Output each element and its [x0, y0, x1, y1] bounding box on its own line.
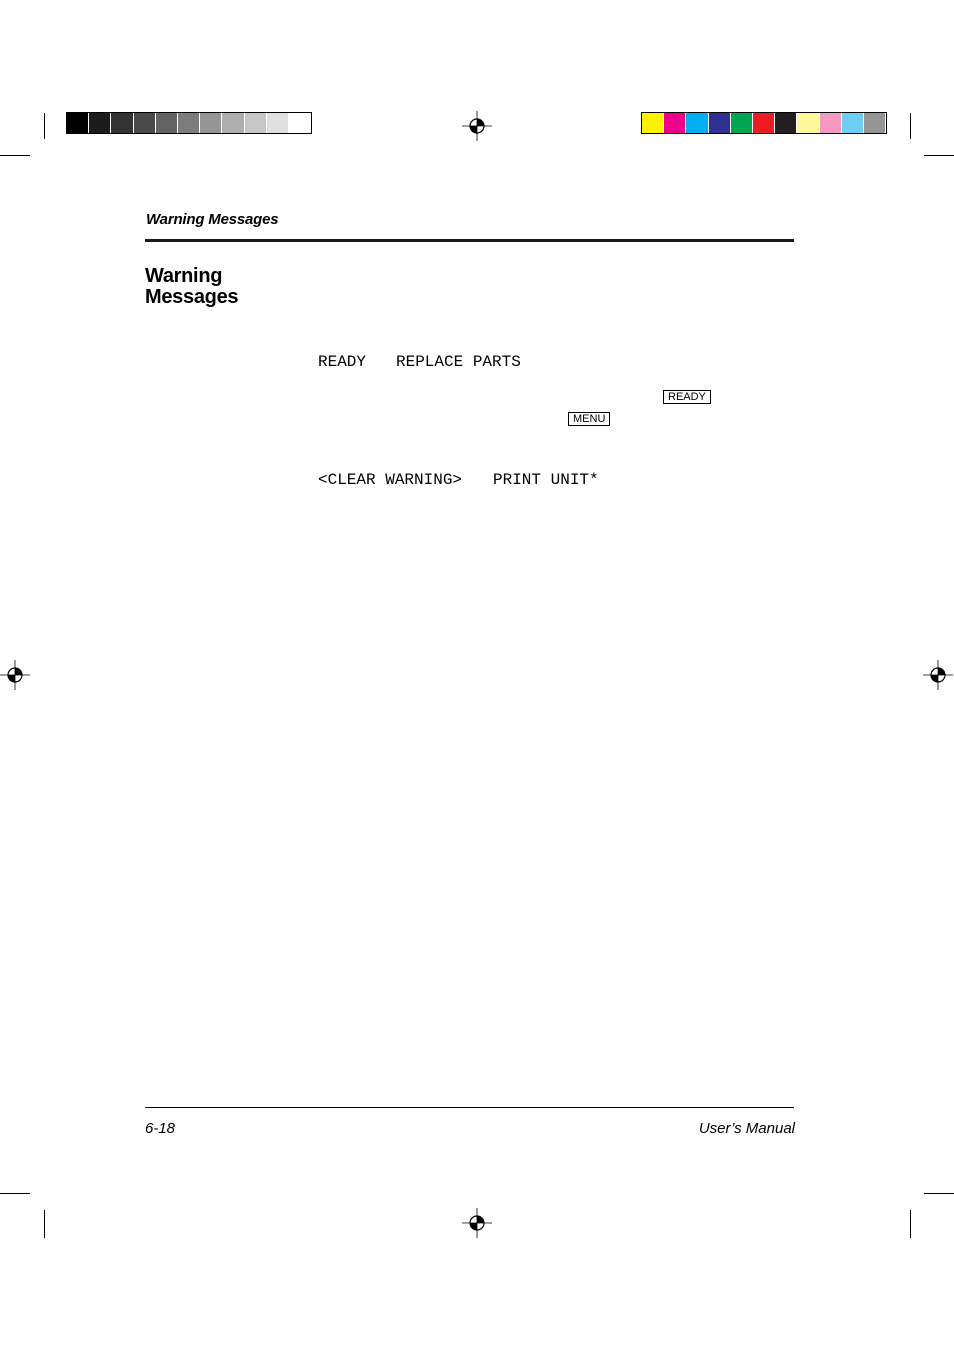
crop-mark: [910, 113, 911, 139]
color-swatch: [709, 113, 731, 133]
color-swatch: [664, 113, 686, 133]
color-swatch: [245, 113, 267, 133]
display-message: REPLACE PARTS: [396, 353, 521, 371]
color-swatch: [200, 113, 222, 133]
crop-mark: [0, 155, 30, 156]
color-swatch: [111, 113, 133, 133]
registration-target-icon: [462, 1208, 492, 1238]
crop-mark: [924, 1193, 954, 1194]
color-swatch: [753, 113, 775, 133]
color-swatch: [289, 113, 311, 133]
color-swatch: [864, 113, 886, 133]
color-swatch: [797, 113, 819, 133]
page-number: 6-18: [145, 1120, 176, 1137]
display-status: READY: [318, 353, 367, 371]
section-title-line: Warning: [145, 265, 223, 287]
footer-rule: [145, 1107, 794, 1108]
header-rule: [145, 239, 794, 242]
color-swatch: [222, 113, 244, 133]
crop-mark: [0, 1193, 30, 1194]
section-title: [145, 266, 238, 308]
color-swatch: [686, 113, 708, 133]
color-swatch: [267, 113, 289, 133]
registration-target-icon: [923, 660, 953, 690]
color-swatch: [67, 113, 89, 133]
crop-mark: [44, 1210, 45, 1238]
registration-target-icon: [0, 660, 30, 690]
color-swatch: [156, 113, 178, 133]
display-menu-item: <CLEAR WARNING>: [318, 471, 463, 489]
color-swatch: [775, 113, 797, 133]
manual-title: User’s Manual: [698, 1120, 795, 1137]
registration-target-icon: [462, 111, 492, 141]
crop-mark: [910, 1210, 911, 1238]
display-menu-value: PRINT UNIT*: [493, 471, 599, 489]
color-swatch: [820, 113, 842, 133]
section-title-line: Messages: [145, 286, 239, 308]
color-swatch: [178, 113, 200, 133]
color-swatch: [642, 113, 664, 133]
color-swatch: [134, 113, 156, 133]
color-swatch: [731, 113, 753, 133]
running-header: Warning Messages: [146, 211, 279, 228]
menu-key-label: MENU: [568, 412, 610, 426]
color-swatch: [89, 113, 111, 133]
crop-mark: [924, 155, 954, 156]
ready-key-label: READY: [663, 390, 711, 404]
crop-mark: [44, 113, 45, 139]
color-swatch: [842, 113, 864, 133]
grayscale-bar: [66, 112, 312, 134]
color-bar: [641, 112, 887, 134]
